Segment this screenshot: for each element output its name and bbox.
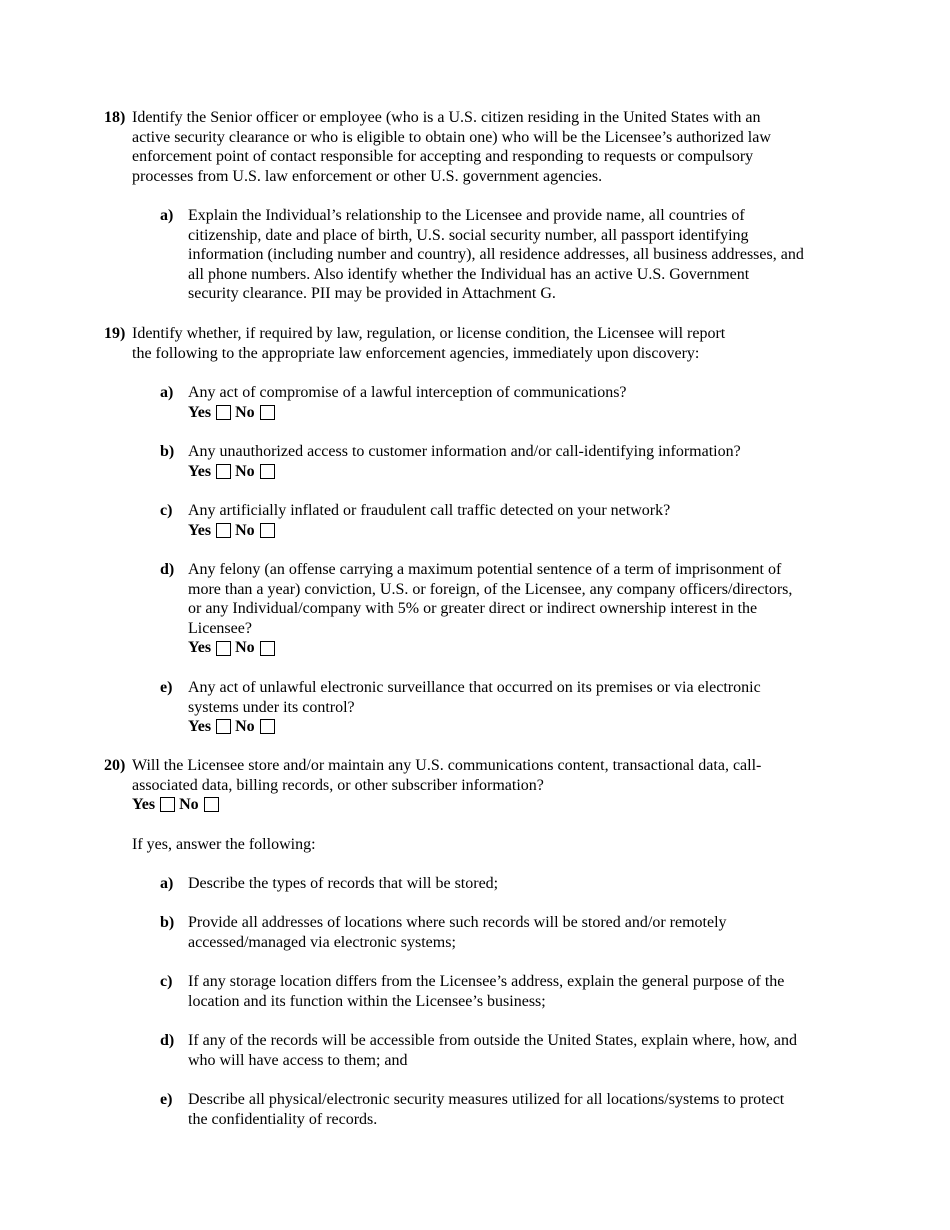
yes-no-row: [188, 638, 792, 658]
sub-item-label: c): [160, 502, 173, 519]
question-number: 19): [104, 325, 126, 342]
sub-item-text: [188, 560, 792, 658]
yes-checkbox[interactable]: [216, 641, 231, 656]
text-line: Any act of compromise of a lawful interception of communications?: [188, 384, 627, 401]
sub-item-label: d): [160, 1032, 175, 1049]
text-line: enforcement point of contact responsible for accepting and responding to requests or compulsory: [132, 148, 754, 166]
sub-item-text: [188, 501, 670, 540]
question-number: 20): [104, 757, 126, 774]
question-text: [132, 324, 725, 363]
yes-label: Yes: [132, 796, 156, 814]
if-yes-instruction: [132, 835, 316, 855]
text-line: citizenship, date and place of birth, U.S. social security number, all passport identifying: [188, 226, 749, 244]
text-line: processes from U.S. law enforcement or other U.S. government agencies.: [132, 167, 603, 185]
sub-item-label: b): [160, 914, 175, 931]
no-checkbox[interactable]: [260, 464, 275, 479]
if-yes-text: If yes, answer the following:: [132, 836, 316, 853]
text-line: the confidentiality of records.: [188, 1110, 378, 1128]
text-line: who will have access to them; and: [188, 1051, 408, 1069]
sub-item-label: e): [160, 679, 173, 696]
sub-item-label: a): [160, 384, 174, 401]
no-checkbox[interactable]: [260, 719, 275, 734]
text-line: If any storage location differs from the Licensee’s address, explain the general purpose of the: [188, 973, 785, 990]
text-line: the following to the appropriate law enforcement agencies, immediately upon discovery:: [132, 344, 700, 362]
yes-checkbox[interactable]: [216, 523, 231, 538]
text-line: Will the Licensee store and/or maintain any U.S. communications content, transactional data, call-: [132, 757, 762, 774]
text-line: security clearance. PII may be provided in Attachment G.: [188, 285, 556, 303]
text-line: or any Individual/company with 5% or greater direct or indirect ownership interest in the: [188, 600, 758, 618]
question-number: 18): [104, 109, 126, 126]
no-label: No: [235, 462, 255, 480]
yes-no-row: [188, 403, 627, 423]
sub-item-text: [188, 874, 498, 894]
yes-label: Yes: [188, 718, 212, 736]
yes-no-row: [188, 717, 761, 737]
sub-item-label: e): [160, 1091, 173, 1108]
yes-checkbox[interactable]: [216, 464, 231, 479]
text-line: Any felony (an offense carrying a maximum potential sentence of a term of imprisonment of: [188, 561, 782, 578]
yes-label: Yes: [188, 403, 212, 421]
sub-item-label: d): [160, 561, 175, 578]
text-line: Provide all addresses of locations where such records will be stored and/or remotely: [188, 914, 727, 931]
text-line: Identify the Senior officer or employee (who is a U.S. citizen residing in the United States with an: [132, 109, 761, 126]
text-line: all phone numbers. Also identify whether the Individual has an active U.S. Government: [188, 265, 750, 283]
sub-item-text: [188, 913, 727, 952]
no-label: No: [179, 796, 199, 814]
no-label: No: [235, 639, 255, 657]
text-line: Identify whether, if required by law, regulation, or license condition, the Licensee will report: [132, 325, 726, 342]
sub-item-text: [188, 442, 741, 481]
yes-label: Yes: [188, 639, 212, 657]
text-line: more than a year) conviction, U.S. or foreign, of the Licensee, any company officers/directors,: [188, 580, 793, 598]
no-label: No: [235, 718, 255, 736]
no-checkbox[interactable]: [260, 523, 275, 538]
no-label: No: [235, 521, 255, 539]
no-checkbox[interactable]: [204, 797, 219, 812]
yes-checkbox[interactable]: [160, 797, 175, 812]
question-text: [132, 756, 761, 815]
text-line: location and its function within the Licensee’s business;: [188, 992, 546, 1010]
text-line: associated data, billing records, or other subscriber information?: [132, 776, 544, 794]
sub-item-text: [188, 678, 761, 737]
yes-label: Yes: [188, 462, 212, 480]
text-line: Any unauthorized access to customer information and/or call-identifying information?: [188, 443, 741, 460]
text-line: Describe all physical/electronic security measures utilized for all locations/systems to protect: [188, 1091, 785, 1108]
yes-checkbox[interactable]: [216, 719, 231, 734]
sub-item-label: c): [160, 973, 173, 990]
text-line: accessed/managed via electronic systems;: [188, 933, 456, 951]
yes-label: Yes: [188, 521, 212, 539]
sub-item-text: [188, 1090, 784, 1129]
text-line: active security clearance or who is eligible to obtain one) who will be the Licensee’s authorized law: [132, 128, 771, 146]
sub-item-text: [188, 383, 627, 422]
text-line: systems under its control?: [188, 698, 355, 716]
no-checkbox[interactable]: [260, 405, 275, 420]
yes-checkbox[interactable]: [216, 405, 231, 420]
text-line: Any artificially inflated or fraudulent call traffic detected on your network?: [188, 502, 671, 519]
question-text: [132, 108, 771, 186]
sub-item-text: [188, 206, 804, 304]
yes-no-row: [132, 795, 761, 815]
sub-item-label: a): [160, 207, 174, 224]
text-line: If any of the records will be accessible from outside the United States, explain where, how, and: [188, 1032, 797, 1049]
text-line: Licensee?: [188, 619, 252, 637]
yes-no-row: [188, 462, 741, 482]
sub-item-label: b): [160, 443, 175, 460]
sub-item-label: a): [160, 875, 174, 892]
yes-no-row: [188, 521, 670, 541]
sub-item-text: [188, 1031, 797, 1070]
text-line: Explain the Individual’s relationship to the Licensee and provide name, all countries of: [188, 207, 745, 224]
text-line: Any act of unlawful electronic surveillance that occurred on its premises or via electronic: [188, 679, 761, 696]
sub-item-text: [188, 972, 784, 1011]
no-checkbox[interactable]: [260, 641, 275, 656]
no-label: No: [235, 403, 255, 421]
text-line: information (including number and country), all residence addresses, all business addresses, and: [188, 246, 804, 264]
text-line: Describe the types of records that will be stored;: [188, 875, 499, 892]
